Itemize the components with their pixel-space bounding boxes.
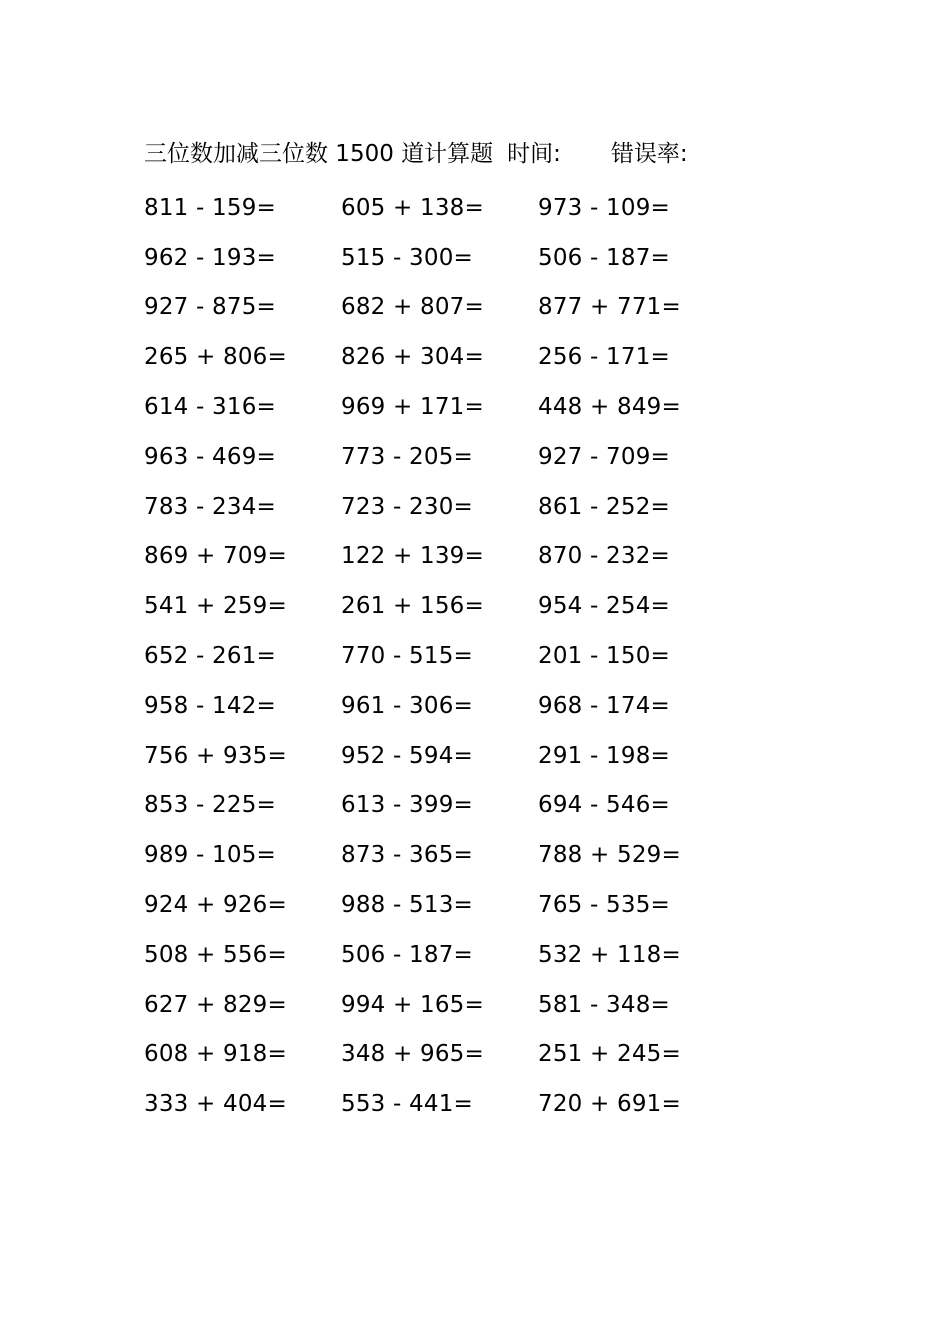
problem-item: 989 - 105=	[144, 842, 276, 869]
problem-item: 870 - 232=	[538, 543, 670, 570]
problem-item: 963 - 469=	[144, 443, 276, 470]
problem-item: 508 + 556=	[144, 941, 287, 968]
problem-item: 853 - 225=	[144, 792, 276, 819]
problem-item: 694 - 546=	[538, 792, 670, 819]
problem-item: 924 + 926=	[144, 892, 287, 919]
problem-item: 515 - 300=	[341, 244, 473, 271]
problem-row	[144, 830, 744, 880]
problem-row	[144, 332, 744, 382]
problem-item: 988 - 513=	[341, 892, 473, 919]
problem-item: 811 - 159=	[144, 194, 276, 221]
problem-item: 652 - 261=	[144, 643, 276, 670]
problem-item: 201 - 150=	[538, 643, 670, 670]
problem-item: 682 + 807=	[341, 294, 484, 321]
problem-item: 869 + 709=	[144, 543, 287, 570]
problem-item: 532 + 118=	[538, 941, 681, 968]
problem-row	[144, 283, 744, 333]
problem-row	[144, 382, 744, 432]
problem-item: 773 - 205=	[341, 443, 473, 470]
problem-row	[144, 681, 744, 731]
problem-item: 448 + 849=	[538, 394, 681, 421]
problem-row	[144, 731, 744, 781]
problem-item: 958 - 142=	[144, 692, 276, 719]
problem-item: 973 - 109=	[538, 194, 670, 221]
problem-grid	[144, 183, 744, 1129]
problem-row	[144, 581, 744, 631]
problem-row	[144, 183, 744, 233]
problem-item: 861 - 252=	[538, 493, 670, 520]
problem-item: 954 - 254=	[538, 593, 670, 620]
error-rate-label: 错误率:	[610, 140, 688, 167]
time-label: 时间:	[507, 140, 561, 167]
problem-item: 251 + 245=	[538, 1041, 681, 1068]
problem-item: 256 - 171=	[538, 344, 670, 371]
problem-item: 826 + 304=	[341, 344, 484, 371]
problem-item: 613 - 399=	[341, 792, 473, 819]
problem-item: 994 + 165=	[341, 991, 484, 1018]
problem-item: 968 - 174=	[538, 692, 670, 719]
problem-row	[144, 880, 744, 930]
problem-item: 506 - 187=	[341, 941, 473, 968]
problem-row	[144, 781, 744, 831]
problem-item: 723 - 230=	[341, 493, 473, 520]
problem-row	[144, 1030, 744, 1080]
problem-item: 553 - 441=	[341, 1091, 473, 1118]
problem-row	[144, 631, 744, 681]
problem-item: 348 + 965=	[341, 1041, 484, 1068]
problem-item: 608 + 918=	[144, 1041, 287, 1068]
problem-item: 969 + 171=	[341, 394, 484, 421]
problem-item: 927 - 709=	[538, 443, 670, 470]
problem-row	[144, 1079, 744, 1129]
problem-item: 541 + 259=	[144, 593, 287, 620]
problem-item: 770 - 515=	[341, 643, 473, 670]
problem-item: 962 - 193=	[144, 244, 276, 271]
problem-item: 265 + 806=	[144, 344, 287, 371]
problem-row	[144, 930, 744, 980]
worksheet-title: 三位数加减三位数 1500 道计算题	[144, 140, 494, 167]
problem-row	[144, 233, 744, 283]
problem-item: 952 - 594=	[341, 742, 473, 769]
problem-row	[144, 532, 744, 582]
problem-item: 261 + 156=	[341, 593, 484, 620]
problem-item: 614 - 316=	[144, 394, 276, 421]
problem-item: 506 - 187=	[538, 244, 670, 271]
problem-item: 765 - 535=	[538, 892, 670, 919]
problem-item: 581 - 348=	[538, 991, 670, 1018]
problem-item: 122 + 139=	[341, 543, 484, 570]
problem-item: 927 - 875=	[144, 294, 276, 321]
problem-item: 783 - 234=	[144, 493, 276, 520]
problem-item: 720 + 691=	[538, 1091, 681, 1118]
problem-item: 873 - 365=	[341, 842, 473, 869]
worksheet-header	[144, 134, 688, 168]
problem-item: 961 - 306=	[341, 692, 473, 719]
problem-row	[144, 980, 744, 1030]
problem-item: 756 + 935=	[144, 742, 287, 769]
problem-item: 291 - 198=	[538, 742, 670, 769]
problem-item: 877 + 771=	[538, 294, 681, 321]
problem-item: 627 + 829=	[144, 991, 287, 1018]
problem-item: 333 + 404=	[144, 1091, 287, 1118]
problem-row	[144, 482, 744, 532]
problem-row	[144, 432, 744, 482]
problem-item: 605 + 138=	[341, 194, 484, 221]
problem-item: 788 + 529=	[538, 842, 681, 869]
